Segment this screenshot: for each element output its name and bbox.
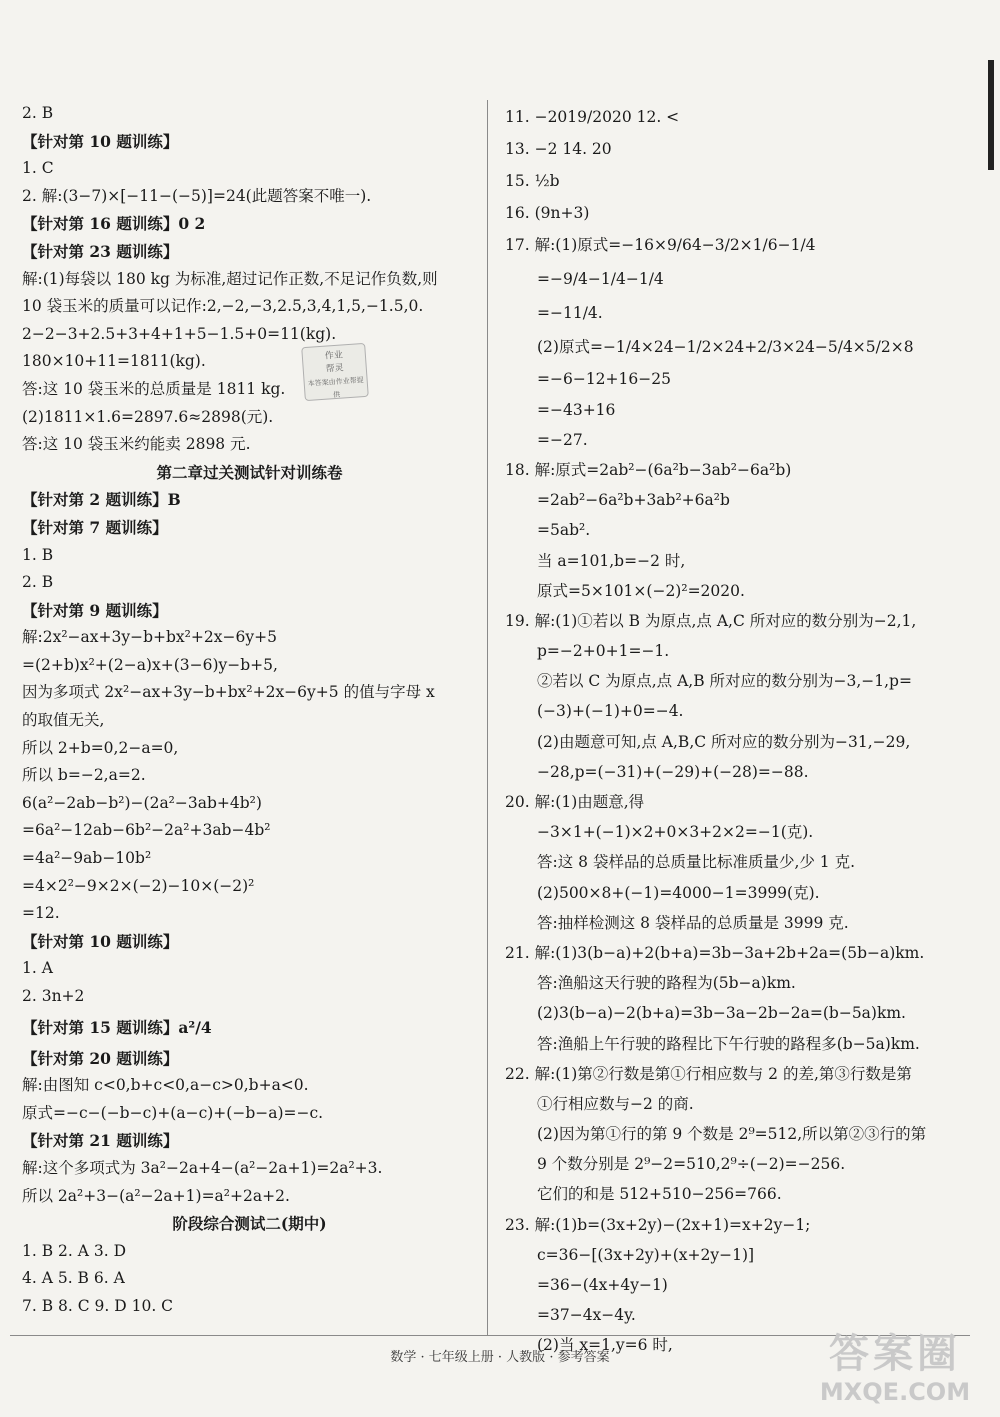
answer-line: 的取值无关, (22, 711, 105, 730)
answer-line: −28,p=(−31)+(−29)+(−28)=−88. (537, 762, 809, 781)
answer-line: 2. B (22, 573, 54, 592)
section-heading: 【针对第 23 题训练】 (22, 241, 179, 261)
answer-line: 解:(1)每袋以 180 kg 为标准,超过记作正数,不足记作负数,则 (22, 269, 438, 288)
answer-line: 解:2x²−ax+3y−b+bx²+2x−6y+5 (22, 628, 277, 647)
chapter-title: 第二章过关测试针对训练卷 (156, 462, 343, 482)
answer-line: 解:这个多项式为 3a²−2a+4−(a²−2a+1)=2a²+3. (22, 1158, 383, 1177)
answer-line: =4a²−9ab−10b² (22, 849, 152, 868)
section-heading: 【针对第 10 题训练】 (22, 131, 179, 151)
answer-line: 13. −2 14. 20 (505, 140, 612, 158)
answer-line: 答:渔船上午行驶的路程比下午行驶的路程多(b−5a)km. (537, 1034, 920, 1053)
answer-line: =37−4x−4y. (537, 1306, 636, 1325)
answer-line: =4×2²−9×2×(−2)−10×(−2)² (22, 876, 255, 895)
answer-line: 9 个数分别是 2⁹−2=510,2⁹÷(−2)=−256. (537, 1155, 846, 1174)
answer-line: 6(a²−2ab−b²)−(2a²−3ab+4b²) (22, 793, 262, 812)
answer-line: 4. A 5. B 6. A (22, 1269, 125, 1288)
answer-line: 解:由图知 c<0,b+c<0,a−c>0,b+a<0. (22, 1076, 309, 1095)
answer-line: 答:这 8 袋样品的总质量比标准质量少,少 1 克. (537, 853, 856, 872)
answer-line: 2. 解:(3−7)×[−11−(−5)]=24(此题答案不唯一). (22, 186, 372, 205)
answer-line: 10 袋玉米的质量可以记作:2,−2,−3,2.5,3,4,1,5,−1.5,0. (22, 297, 424, 316)
answer-line: (2)3(b−a)−2(b+a)=3b−3a−2b−2a=(b−5a)km. (537, 1004, 906, 1023)
answer-line: 1. C (22, 159, 54, 178)
section-heading: 【针对第 15 题训练】a²/4 (22, 1017, 212, 1037)
answer-line: 答:渔船这天行驶的路程为(5b−a)km. (537, 974, 796, 993)
page-edge-mark (988, 60, 994, 170)
answer-line: (2)原式=−1/4×24−1/2×24+2/3×24−5/4×5/2×8 (537, 338, 914, 357)
watermark-logo-text: 答案圈 (829, 1331, 961, 1377)
column-divider (487, 100, 488, 1335)
answer-line: 所以 b=−2,a=2. (22, 766, 146, 785)
answer-line: =2ab²−6a²b+3ab²+6a²b (537, 491, 730, 510)
answer-line: =−6−12+16−25 (537, 370, 671, 389)
answer-line: 所以 2+b=0,2−a=0, (22, 738, 179, 757)
answer-line: ①行相应数与−2 的商. (537, 1094, 694, 1113)
answer-line: 答:这 10 袋玉米约能卖 2898 元. (22, 435, 251, 454)
answer-line: 原式=5×101×(−2)²=2020. (537, 581, 745, 600)
answer-line: 所以 2a²+3−(a²−2a+1)=a²+2a+2. (22, 1186, 290, 1205)
answer-line: 22. 解:(1)第②行数是第①行相应数与 2 的差,第③行数是第 (505, 1064, 912, 1083)
answer-line: 21. 解:(1)3(b−a)+2(b+a)=3b−3a+2b+2a=(5b−a)km. (505, 943, 925, 962)
site-watermark (800, 1330, 990, 1410)
answer-line: 180×10+11=1811(kg). (22, 352, 206, 371)
answer-line: =36−(4x+4y−1) (537, 1276, 668, 1294)
answer-line: =5ab². (537, 521, 591, 540)
answer-line: =(2+b)x²+(2−a)x+(3−6)y−b+5, (22, 655, 278, 674)
answer-line: (2)500×8+(−1)=4000−1=3999(克). (537, 883, 820, 902)
answer-line: 23. 解:(1)b=(3x+2y)−(2x+1)=x+2y−1; (505, 1215, 811, 1234)
chapter-title: 阶段综合测试二(期中) (172, 1214, 327, 1234)
answer-line: 2. B (22, 104, 54, 122)
answer-line: =12. (22, 904, 60, 923)
answer-line: 2. 3n+2 (22, 987, 85, 1005)
answer-line: 当 a=101,b=−2 时, (537, 551, 686, 570)
homework-stamp (301, 343, 369, 401)
answer-line: p=−2+0+1=−1. (537, 642, 670, 661)
answer-line: 7. B 8. C 9. D 10. C (22, 1296, 174, 1315)
answer-line: 15. ½b (505, 172, 560, 191)
answer-line: 1. B (22, 545, 54, 564)
page-footer: 数学 · 七年级上册 · 人教版 · 参考答案 (390, 1350, 610, 1365)
answer-line: 2−2−3+2.5+3+4+1+5−1.5+0=11(kg). (22, 324, 337, 343)
stamp-line: 帮灵 (325, 363, 345, 375)
section-heading: 【针对第 10 题训练】 (22, 931, 179, 951)
answer-line: (2)由题意可知,点 A,B,C 所对应的数分别为−31,−29, (537, 732, 911, 751)
answer-line: 20. 解:(1)由题意,得 (505, 793, 645, 811)
left-column (22, 100, 477, 1321)
watermark-url: MXQE.COM (819, 1378, 971, 1406)
section-heading: 【针对第 7 题训练】 (22, 517, 168, 537)
answer-line: ②若以 C 为原点,点 A,B 所对应的数分别为−3,−1,p= (537, 672, 912, 691)
answer-line: 答:这 10 袋玉米的总质量是 1811 kg. (22, 379, 286, 398)
right-column (505, 100, 970, 1361)
answer-line: (−3)+(−1)+0=−4. (537, 702, 684, 721)
section-heading: 【针对第 20 题训练】 (22, 1048, 179, 1068)
answer-line: 原式=−c−(−b−c)+(a−c)+(−b−a)=−c. (22, 1103, 324, 1122)
section-heading: 【针对第 9 题训练】 (22, 600, 168, 620)
answer-line: =−11/4. (537, 304, 603, 323)
answer-line: =−43+16 (537, 400, 616, 419)
answer-line: 1. B 2. A 3. D (22, 1241, 127, 1260)
answer-line: (2)1811×1.6=2897.6≈2898(元). (22, 407, 274, 426)
stamp-line: 本答案由作业帮提供 (307, 376, 364, 400)
answer-line: (2)因为第①行的第 9 个数是 2⁹=512,所以第②③行的第 (537, 1125, 927, 1144)
answer-line: =−27. (537, 430, 588, 449)
answer-line: 17. 解:(1)原式=−16×9/64−3/2×1/6−1/4 (505, 236, 816, 255)
answer-line: (2)当 x=1,y=6 时, (537, 1336, 673, 1355)
answer-line: 1. A (22, 959, 53, 978)
answer-line: =6a²−12ab−6b²−2a²+3ab−4b² (22, 821, 271, 840)
section-heading: 【针对第 16 题训练】0 2 (22, 214, 206, 234)
section-heading: 【针对第 21 题训练】 (22, 1131, 179, 1151)
stamp-line: 作业 (324, 350, 344, 362)
answer-line: =−9/4−1/4−1/4 (537, 270, 664, 289)
answer-line: 11. −2019/2020 12. < (505, 108, 680, 126)
answer-line: c=36−[(3x+2y)+(x+2y−1)] (537, 1245, 755, 1264)
answer-line: 答:抽样检测这 8 袋样品的总质量是 3999 克. (537, 913, 849, 932)
answer-line: 19. 解:(1)①若以 B 为原点,点 A,C 所对应的数分别为−2,1, (505, 611, 917, 630)
answer-line: 16. (9n+3) (505, 204, 590, 223)
answer-line: −3×1+(−1)×2+0×3+2×2=−1(克). (537, 823, 814, 842)
answer-line: 因为多项式 2x²−ax+3y−b+bx²+2x−6y+5 的值与字母 x (22, 683, 435, 702)
section-heading: 【针对第 2 题训练】B (22, 490, 181, 510)
answer-line: 它们的和是 512+510−256=766. (537, 1185, 782, 1204)
answer-line: 18. 解:原式=2ab²−(6a²b−3ab²−6a²b) (505, 460, 792, 479)
